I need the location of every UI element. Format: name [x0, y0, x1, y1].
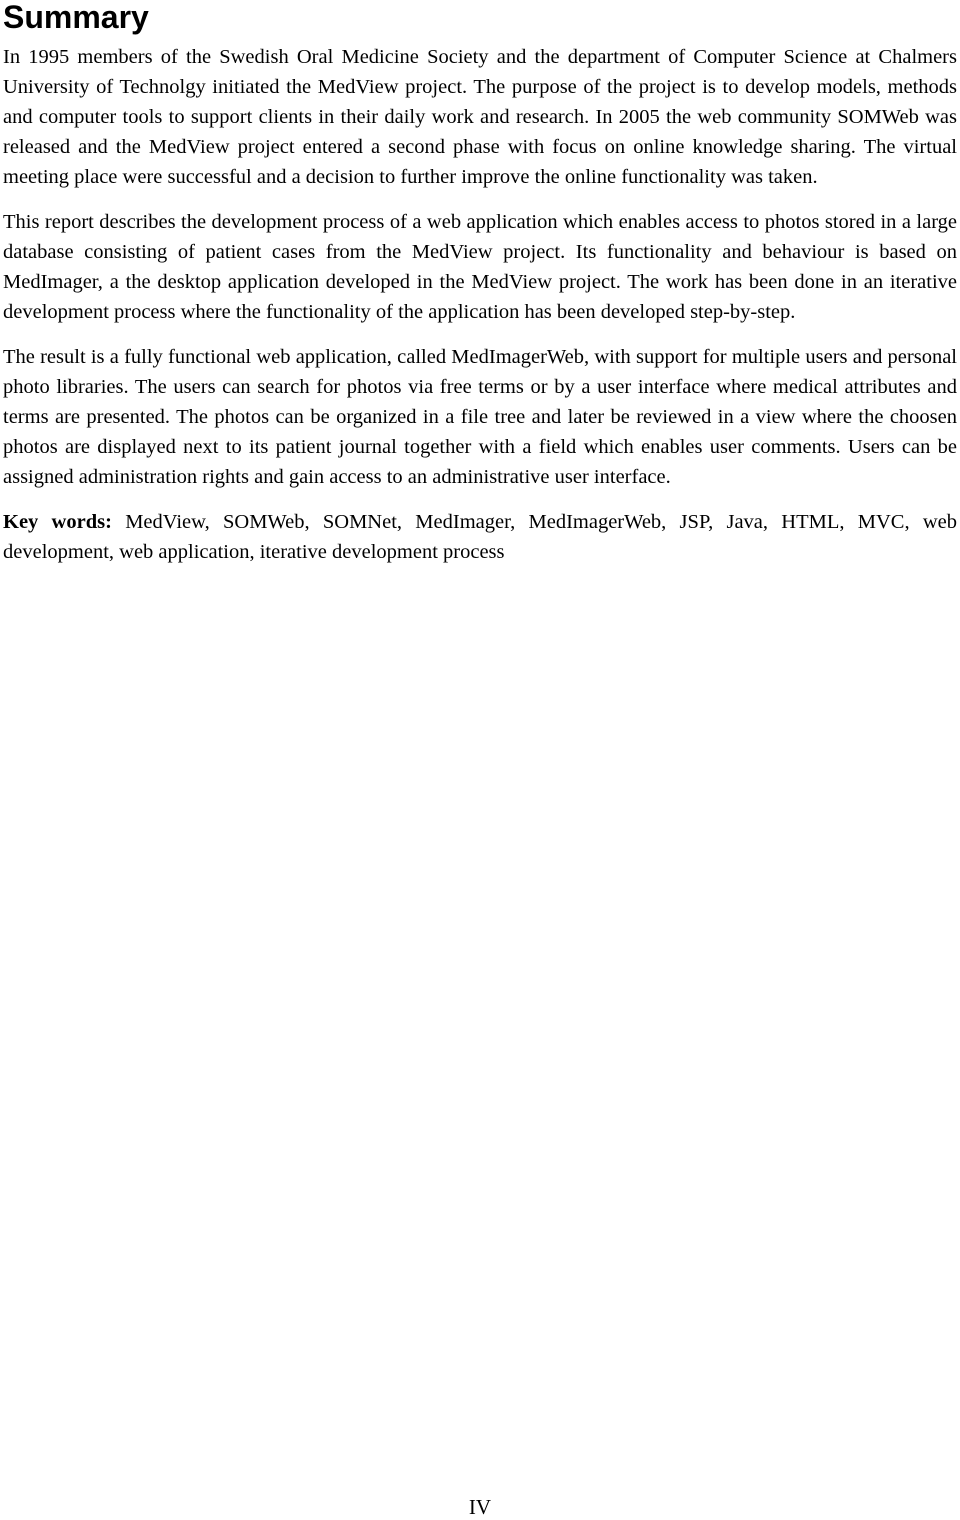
keywords-label: Key words: [3, 511, 112, 533]
paragraph-background: In 1995 members of the Swedish Oral Medicine Society and the department of Computer Science at Chalmers University of Technolgy initiated the MedView project. The purpose of the project is to develop models, methods and computer tools to support clients in their daily work and research. In 2005 the web community SOMWeb was released and the MedView project entered a second phase with focus on online knowledge sharing. The virtual meeting place were successful and a decision to further improve the online functionality was taken. [3, 46, 957, 188]
page-title: Summary [3, 0, 149, 35]
keywords-paragraph [3, 507, 957, 567]
page-number: IV [468, 1495, 492, 1519]
paragraph-result: The result is a fully functional web application, called MedImagerWeb, with support for multiple users and personal photo libraries. The users can search for photos via free terms or by a user interface where medical attributes and terms are presented. The photos can be organized in a file tree and later be reviewed in a view where the choosen photos are displayed next to its patient journal together with a field which enables user comments. Users can be assigned administration rights and gain access to an administrative user interface. [3, 346, 957, 488]
keywords-list: MedView, SOMWeb, SOMNet, MedImager, MedImagerWeb, JSP, Java, HTML, MVC, web development, web application, iterative development process [3, 511, 957, 563]
paragraph-report-description: This report describes the development process of a web application which enables access to photos stored in a large database consisting of patient cases from the MedView project. Its functionality and behaviour is based on MedImager, a the desktop application developed in the MedView project. The work has been done in an iterative development process where the functionality of the application has been developed step-by-step. [3, 211, 957, 323]
summary-body [3, 42, 957, 582]
